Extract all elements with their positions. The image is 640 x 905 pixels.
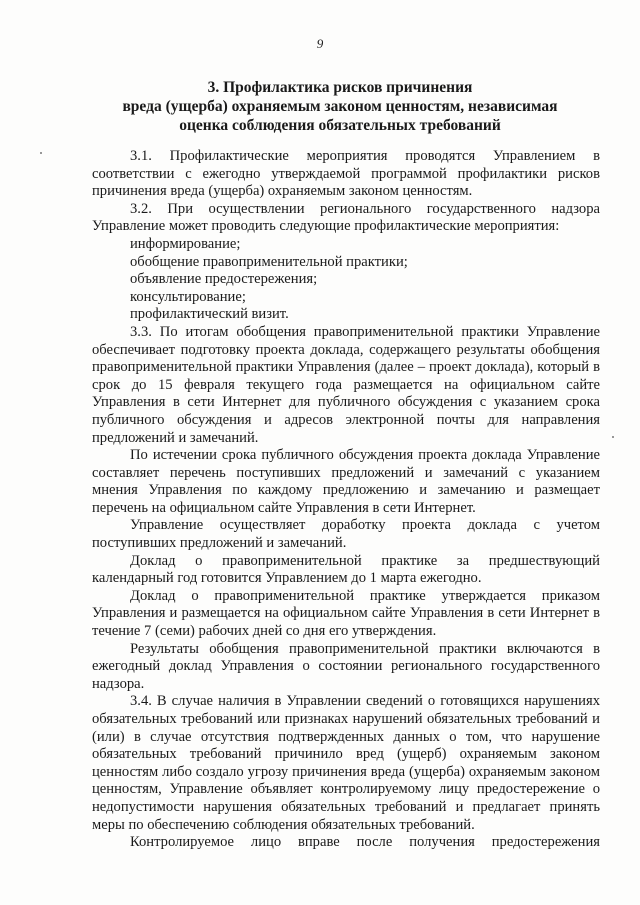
paragraph-annual-report: Результаты обобщения правоприменительной практики включаются в ежегодный доклад Управления о состоянии регионального государственного надзора. xyxy=(92,640,600,692)
heading-line-3: оценка соблюдения обязательных требований xyxy=(179,117,501,134)
paragraph-public-discussion: По истечении срока публичного обсуждения проекта доклада Управление составляет перечень поступивших предложений и замечаний с указанием мнения Управления по каждому предложению и замечанию и размещает перечень на официальном сайте Управления в сети Интернет. xyxy=(92,447,600,516)
paragraph-report-approval: Доклад о правоприменительной практике утверждается приказом Управления и размещается на официальном сайте Управления в сети Интернет в течение 7 (семи) рабочих дней со дня его утверждения. xyxy=(92,587,600,640)
list-item: информирование; xyxy=(130,235,241,252)
body-text xyxy=(92,148,600,852)
list-item: объявление предостережения; xyxy=(130,271,318,288)
paragraph-3-1: 3.1. Профилактические мероприятия проводятся Управлением в соответствии с ежегодно утверждаемой программой профилактики рисков причинения вреда (ущерба) охраняемым законом ценностям. xyxy=(92,148,600,200)
scan-artifact xyxy=(612,436,614,438)
list-item: профилактический визит. xyxy=(130,306,289,323)
paragraph-3-3: 3.3. По итогам обобщения правоприменительной практики Управление обеспечивает подготовку проекта доклада, содержащего результаты обобщения правоприменительной практики Управления (далее – проект доклада), который в срок до 15 февраля текущего года размещается на официальном сайте Управления в сети Интернет для публичного обсуждения с указанием срока публичного обсуждения и адресов электронной почты для направления предложений и замечаний. xyxy=(92,323,600,446)
paragraph-3-2: 3.2. При осуществлении регионального государственного надзора Управление может проводить следующие профилактические мероприятия: xyxy=(92,200,600,235)
heading-line-1: 3. Профилактика рисков причинения xyxy=(207,79,473,96)
heading-line-2: вреда (ущерба) охраняемым законом ценностям, независимая xyxy=(122,98,558,115)
section-heading xyxy=(60,78,620,135)
list-item: обобщение правоприменительной практики; xyxy=(130,253,408,270)
paragraph-3-4: 3.4. В случае наличия в Управлении сведений о готовящихся нарушениях обязательных требований или признаках нарушений обязательных требований и (или) в случае отсутствия подтвержденных данных о том, что нарушение обязательных требований причинило вред (ущерб) охраняемым законом ценностям либо создало угрозу причинения вреда (ущерба) охраняемым законом ценностям, Управление объявляет контролируемому лицу предостережение о недопустимости нарушения обязательных требований и предлагает принять меры по обеспечению соблюдения обязательных требований. xyxy=(92,693,600,833)
page-number: 9 xyxy=(316,36,324,51)
list-item: консультирование; xyxy=(130,288,246,305)
paragraph-revision: Управление осуществляет доработку проекта доклада с учетом поступивших предложений и замечаний. xyxy=(92,517,600,552)
paragraph-continued: Контролируемое лицо вправе после получения предостережения xyxy=(130,834,600,851)
paragraph-report-deadline: Доклад о правоприменительной практике за предшествующий календарный год готовится Управлением до 1 марта ежегодно. xyxy=(92,552,600,587)
scan-artifact xyxy=(40,152,42,154)
